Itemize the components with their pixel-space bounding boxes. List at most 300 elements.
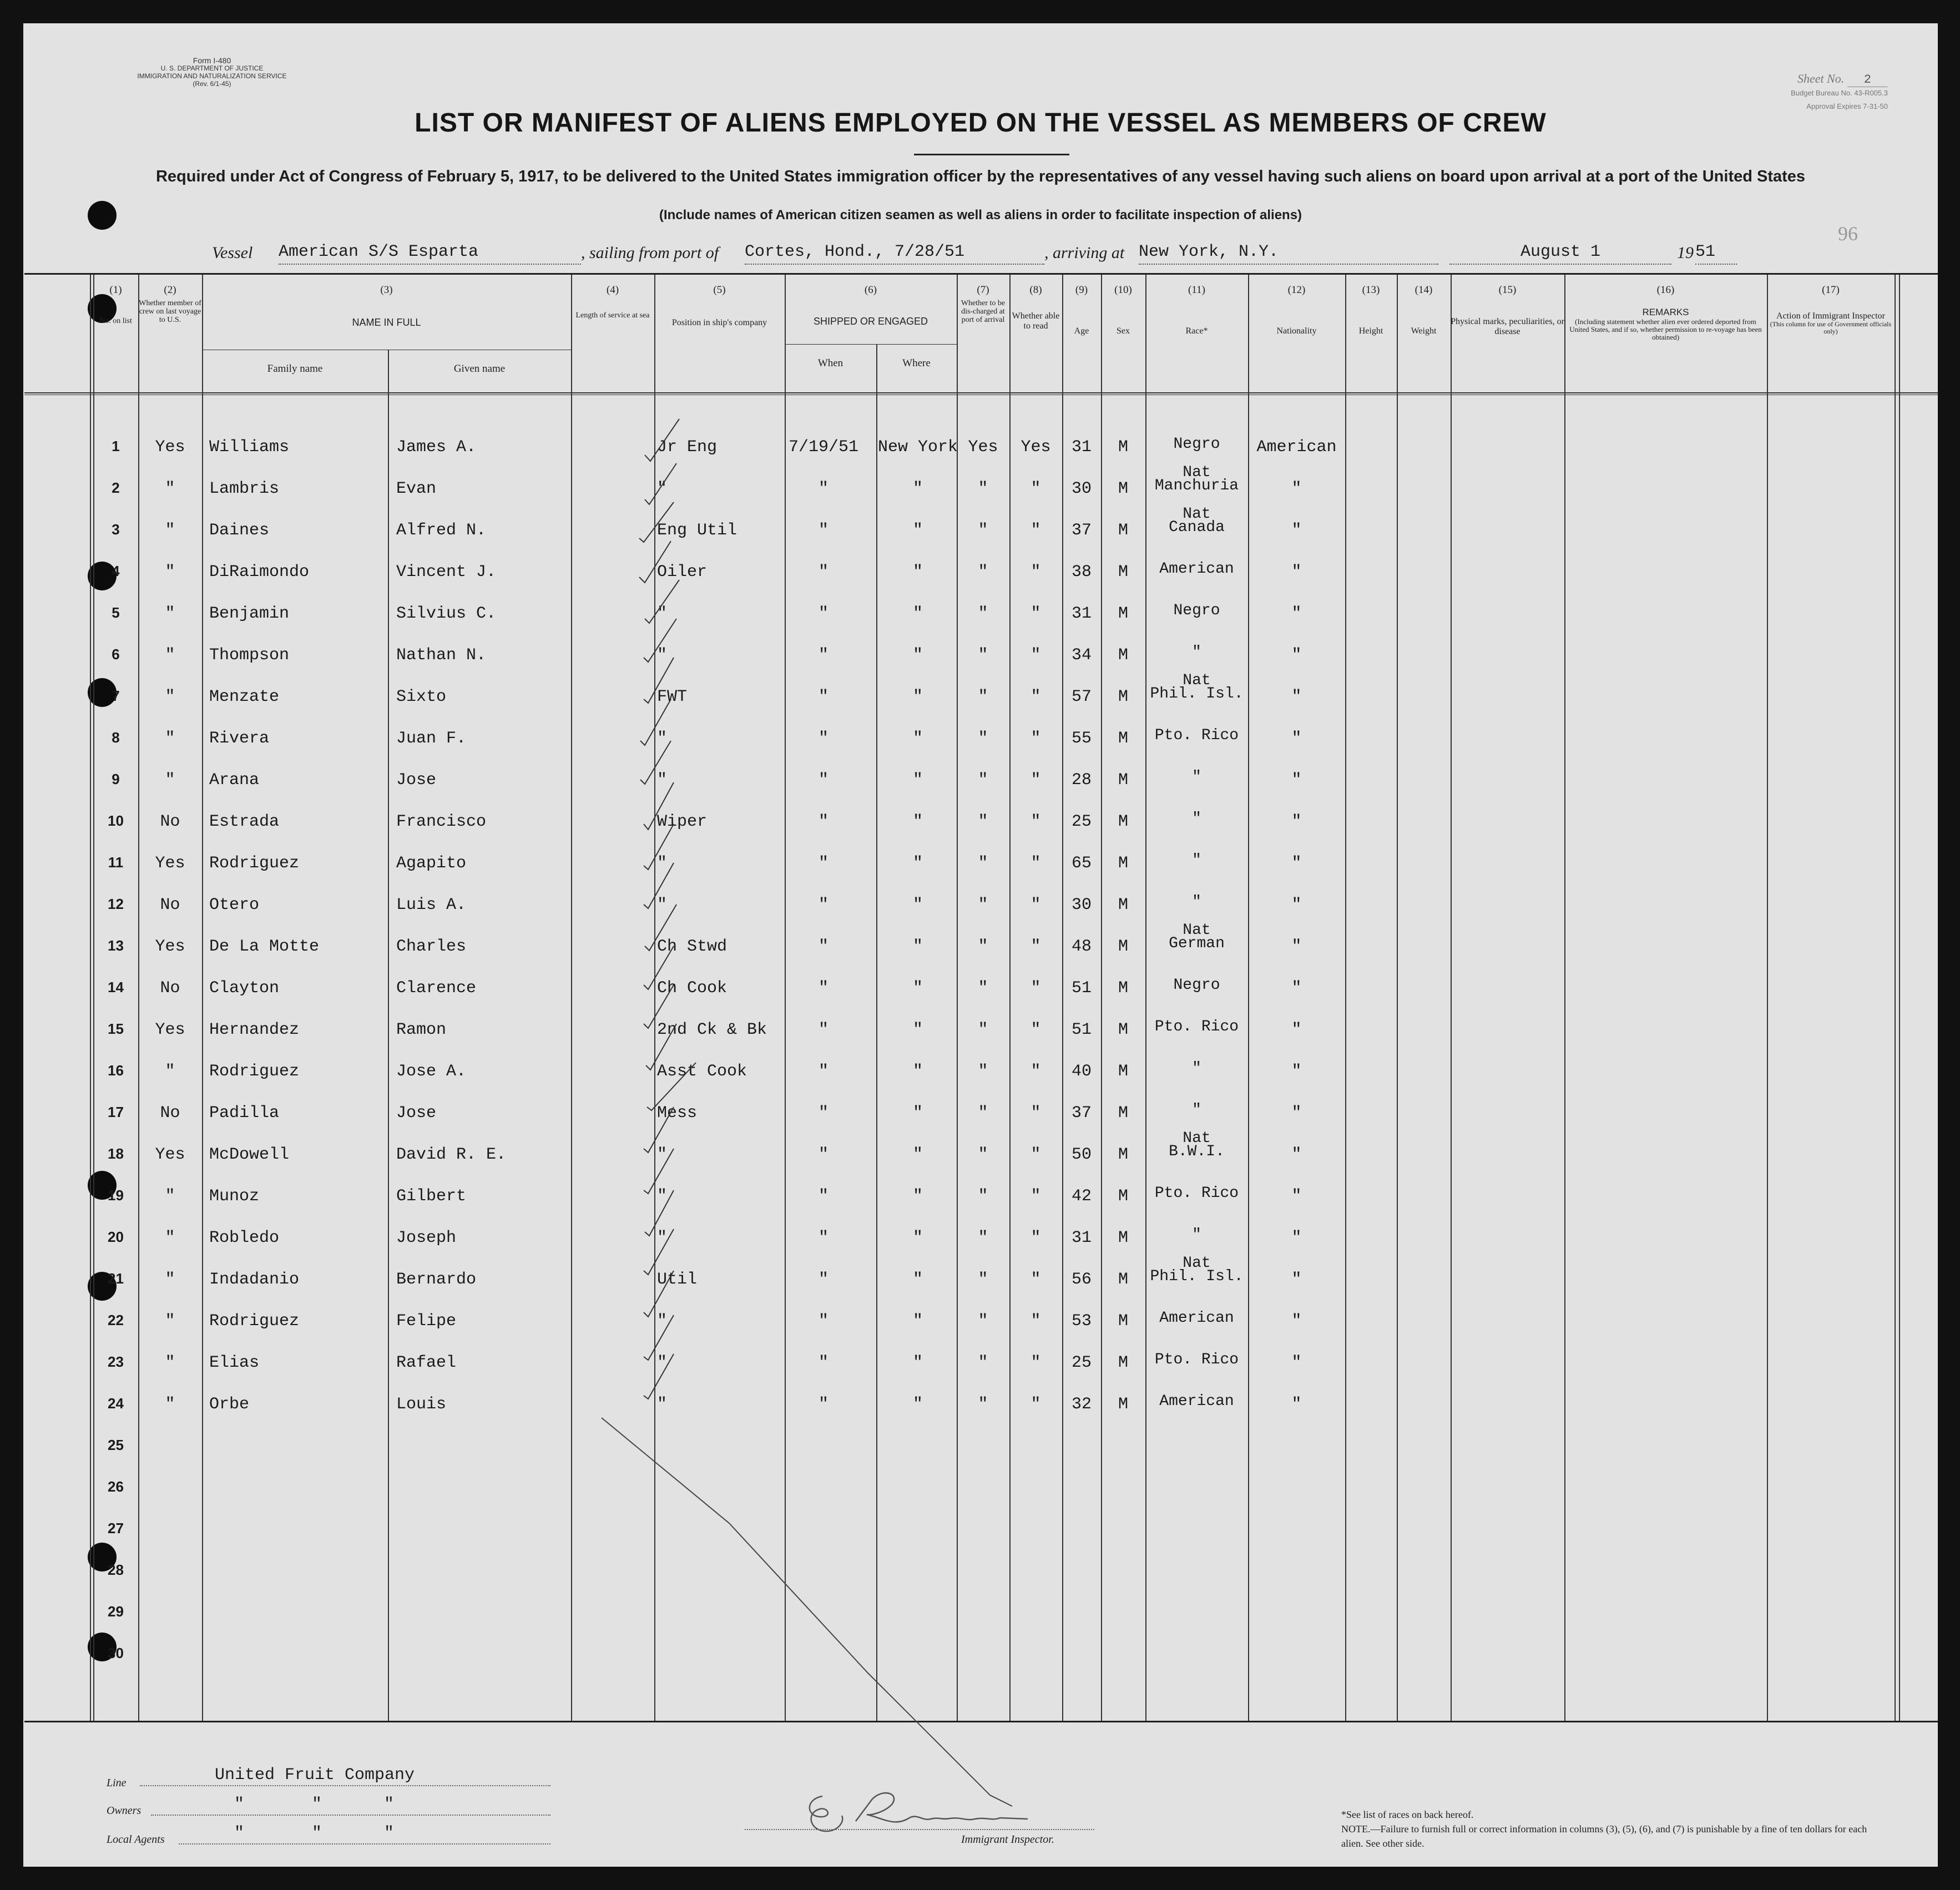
race [1145, 604, 1248, 618]
family-name: Lambris [209, 479, 280, 498]
row-number: 3 [112, 521, 120, 538]
col-17-header: Action of Immigrant Inspector [1776, 311, 1885, 321]
race [1145, 1226, 1248, 1244]
shipped-when: " [818, 604, 829, 623]
sex: M [1118, 646, 1128, 665]
agents-ditto-2: " [312, 1824, 322, 1843]
manifest-document [23, 23, 1938, 1867]
nationality: " [1291, 688, 1302, 706]
family-name: Elias [209, 1353, 260, 1372]
discharged: " [978, 1270, 988, 1289]
race-value: Pto. Rico [1154, 1185, 1239, 1202]
age: 48 [1071, 937, 1092, 956]
shipped-where: " [912, 604, 923, 623]
race-prefix: Nat [1183, 1255, 1211, 1272]
page-mark: 96 [1838, 223, 1858, 245]
position: " [657, 854, 668, 873]
discharged: " [978, 1062, 988, 1081]
shipped-where: " [912, 1353, 923, 1372]
col-2-header: Whether member of crew on last voyage to U.S. [139, 299, 201, 324]
nationality: " [1291, 479, 1302, 498]
family-name: Rodriguez [209, 1312, 300, 1331]
discharged: " [978, 1104, 988, 1123]
family-name: Otero [209, 896, 260, 914]
position: Wiper [657, 812, 708, 831]
age: 51 [1071, 979, 1092, 998]
shipped-where: " [912, 1020, 923, 1039]
shipped-when: " [818, 563, 829, 582]
family-name: Hernandez [209, 1020, 300, 1039]
col-11-num: (11) [1188, 284, 1205, 296]
race-value: " [1192, 1226, 1201, 1244]
position: Oiler [657, 563, 708, 582]
shipped-where: " [912, 729, 923, 748]
shipped-when: " [818, 896, 829, 914]
able-to-read: " [1030, 1104, 1041, 1123]
nationality: " [1291, 896, 1302, 914]
col-3-header: NAME IN FULL [352, 317, 421, 328]
col-16-num: (16) [1656, 284, 1675, 296]
race [1145, 1020, 1248, 1034]
shipped-where: " [912, 1229, 923, 1247]
race-note: *See list of races on back hereof. [1341, 1809, 1474, 1820]
family-name: Daines [209, 521, 270, 540]
col-10-num: (10) [1114, 284, 1132, 296]
line-label: Line [107, 1777, 127, 1789]
race-value: " [1192, 644, 1201, 661]
col-7-num: (7) [977, 284, 989, 296]
sex: M [1118, 1145, 1128, 1164]
prior-voyage: " [165, 771, 175, 790]
age: 37 [1071, 1104, 1092, 1123]
position: Ch Cook [657, 979, 728, 998]
able-to-read: " [1030, 979, 1041, 998]
shipped-when: " [818, 1020, 829, 1039]
col-14-num: (14) [1415, 284, 1433, 296]
race [1145, 438, 1248, 451]
nationality: " [1291, 604, 1302, 623]
discharged: " [978, 979, 988, 998]
col-13-num: (13) [1362, 284, 1380, 296]
given-name: David R. E. [396, 1145, 507, 1164]
given-name: Jose A. [396, 1062, 467, 1081]
family-name: Rodriguez [209, 1062, 300, 1081]
discharged: " [978, 1395, 988, 1414]
race-prefix: Nat [1183, 506, 1211, 523]
row-number: 13 [108, 937, 124, 954]
agents-ditto-1: " [234, 1824, 245, 1843]
col-17-num: (17) [1822, 284, 1840, 296]
discharged: " [978, 688, 988, 706]
row-number: 20 [108, 1229, 124, 1245]
able-to-read: " [1030, 1353, 1041, 1372]
race [1145, 1312, 1248, 1325]
position: " [657, 1187, 668, 1206]
given-name: Rafael [396, 1353, 457, 1372]
nationality: " [1291, 1353, 1302, 1372]
prior-voyage: " [165, 729, 175, 748]
row-number: 18 [108, 1145, 124, 1162]
race-value: " [1192, 769, 1201, 786]
sex: M [1118, 1353, 1128, 1372]
sex: M [1118, 1187, 1128, 1206]
age: 34 [1071, 646, 1092, 665]
prior-voyage: Yes [155, 1020, 185, 1039]
col-6-num: (6) [864, 284, 877, 296]
form-identifier [101, 57, 323, 88]
race-value: Canada [1169, 519, 1225, 536]
sex: M [1118, 521, 1128, 540]
row-number: 10 [108, 812, 124, 829]
prior-voyage: No [160, 896, 180, 914]
nationality: " [1291, 1104, 1302, 1123]
race-value: Manchuria [1154, 477, 1239, 494]
prior-voyage: " [165, 688, 175, 706]
shipped-when: " [818, 479, 829, 498]
row-number: 28 [108, 1561, 124, 1578]
footer-notes [1341, 1807, 1885, 1851]
discharged: " [978, 479, 988, 498]
nationality: " [1291, 521, 1302, 540]
title-underline [914, 154, 1069, 155]
given-name: Louis [396, 1395, 447, 1414]
discharged: Yes [968, 438, 998, 457]
family-name: Clayton [209, 979, 280, 998]
discharged: " [978, 1020, 988, 1039]
shipped-where: " [912, 1187, 923, 1206]
row-number: 29 [108, 1603, 124, 1620]
nationality: " [1291, 1229, 1302, 1247]
race [1145, 1187, 1248, 1200]
sailing-port: Cortes, Hond., 7/28/51 [745, 242, 1044, 265]
race [1145, 674, 1248, 701]
nationality: " [1291, 979, 1302, 998]
age: 30 [1071, 479, 1092, 498]
prior-voyage: Yes [155, 937, 185, 956]
shipped-where: " [912, 812, 923, 831]
position: 2nd Ck & Bk [657, 1020, 767, 1039]
agents-ditto-3: " [384, 1824, 395, 1843]
given-name: Bernardo [396, 1270, 477, 1289]
row-number: 5 [112, 604, 120, 621]
age: 28 [1071, 771, 1092, 790]
shipped-when: " [818, 1062, 829, 1081]
given-name: Agapito [396, 854, 467, 873]
able-to-read: " [1030, 1229, 1041, 1247]
owners-ditto-1: " [234, 1795, 245, 1814]
family-name: McDowell [209, 1145, 290, 1164]
col-7-header: Whether to be dis-charged at port of arrival [961, 299, 1006, 324]
approval-expires: Approval Expires 7-31-50 [1806, 102, 1888, 110]
col-8-header: Whether able to read [1012, 311, 1060, 331]
able-to-read: " [1030, 771, 1041, 790]
sex: M [1118, 1270, 1128, 1289]
row-number: 15 [108, 1020, 124, 1037]
prior-voyage: Yes [155, 438, 185, 457]
given-name: Gilbert [396, 1187, 467, 1206]
prior-voyage: " [165, 521, 175, 540]
discharged: " [978, 896, 988, 914]
budget-bureau: Budget Bureau No. 43-R005.3 [1791, 89, 1888, 97]
given-name: Felipe [396, 1312, 457, 1331]
given-name: Francisco [396, 812, 487, 831]
age: 57 [1071, 688, 1092, 706]
discharged: " [978, 729, 988, 748]
col-16-note: (Including statement whether alien ever ordered deported from United States, and if so, whether permission to re-voyage has been obtained) [1569, 317, 1762, 341]
given-name: Vincent J. [396, 563, 497, 582]
arriving-port: New York, N.Y. [1139, 242, 1438, 265]
race-value: Pto. Rico [1154, 1018, 1239, 1035]
prior-voyage: Yes [155, 854, 185, 873]
able-to-read: " [1030, 479, 1041, 498]
shipped-when: " [818, 1187, 829, 1206]
prior-voyage: " [165, 604, 175, 623]
given-name: Joseph [396, 1229, 457, 1247]
family-name: De La Motte [209, 937, 320, 956]
shipped-when: " [818, 1312, 829, 1331]
race-prefix: Nat [1183, 672, 1211, 689]
race [1145, 854, 1248, 867]
race [1145, 771, 1248, 784]
sex: M [1118, 1395, 1128, 1414]
race [1145, 812, 1248, 826]
crew-table [24, 273, 1938, 1722]
able-to-read: " [1030, 646, 1041, 665]
race-value: " [1192, 810, 1201, 827]
when-header: When [817, 357, 843, 369]
discharged: " [978, 854, 988, 873]
shipped-where: " [912, 563, 923, 582]
position: " [657, 479, 668, 498]
able-to-read: " [1030, 604, 1041, 623]
race-value: American [1159, 1393, 1234, 1410]
age: 25 [1071, 1353, 1092, 1372]
prior-voyage: " [165, 1229, 175, 1247]
shipped-when: " [818, 1145, 829, 1164]
sex: M [1118, 979, 1128, 998]
race-value: " [1192, 1101, 1201, 1119]
family-name: Williams [209, 438, 290, 457]
discharged: " [978, 1312, 988, 1331]
race [1145, 646, 1248, 659]
prior-voyage: " [165, 1270, 175, 1289]
race-value: Phil. Isl. [1150, 685, 1244, 703]
discharged: " [978, 521, 988, 540]
discharged: " [978, 1353, 988, 1372]
owners-ditto-2: " [312, 1795, 322, 1814]
discharged: " [978, 1145, 988, 1164]
sex: M [1118, 438, 1128, 457]
col-13-header: Height [1358, 326, 1383, 336]
shipped-when: 7/19/51 [788, 438, 859, 457]
row-number: 19 [108, 1187, 124, 1204]
able-to-read: " [1030, 1395, 1041, 1414]
race-prefix: Nat [1183, 464, 1211, 481]
form-department: U. S. DEPARTMENT OF JUSTICE [160, 64, 264, 72]
given-name: Charles [396, 937, 467, 956]
col-4-header: Length of service at sea [575, 311, 650, 320]
row-number: 26 [108, 1478, 124, 1495]
age: 51 [1071, 1020, 1092, 1039]
sex: M [1118, 1020, 1128, 1039]
prior-voyage: " [165, 1312, 175, 1331]
check-marks [602, 386, 768, 1551]
shipped-where: " [912, 1062, 923, 1081]
row-number: 24 [108, 1395, 124, 1412]
family-name-header: Family name [267, 363, 323, 375]
position: " [657, 1395, 668, 1414]
inspector-signature [789, 1766, 1078, 1843]
able-to-read: " [1030, 937, 1041, 956]
race-value: B.W.I. [1169, 1143, 1225, 1160]
inspector-label: Immigrant Inspector. [961, 1833, 1054, 1846]
able-to-read: " [1030, 1062, 1041, 1081]
family-name: Arana [209, 771, 260, 790]
row-number: 6 [112, 646, 120, 663]
family-name: Indadanio [209, 1270, 300, 1289]
race-prefix: Nat [1183, 1130, 1211, 1147]
position: Ch Stwd [657, 937, 728, 956]
family-name: Thompson [209, 646, 290, 665]
able-to-read: " [1030, 563, 1041, 582]
arriving-label: , arriving at [1044, 244, 1125, 262]
col-3-num: (3) [380, 284, 393, 296]
row-number: 1 [112, 438, 120, 454]
row-number: 16 [108, 1062, 124, 1079]
col-15-num: (15) [1498, 284, 1517, 296]
position: " [657, 1229, 668, 1247]
able-to-read: Yes [1021, 438, 1051, 457]
discharged: " [978, 937, 988, 956]
position: " [657, 1145, 668, 1164]
nationality: " [1291, 812, 1302, 831]
position: " [657, 1353, 668, 1372]
family-name: Robledo [209, 1229, 280, 1247]
prior-voyage: " [165, 479, 175, 498]
row-number: 8 [112, 729, 120, 746]
position: Eng Util [657, 521, 737, 540]
line-value: United Fruit Company [215, 1766, 415, 1785]
nationality: " [1291, 1020, 1302, 1039]
age: 65 [1071, 854, 1092, 873]
shipped-where: " [912, 854, 923, 873]
race [1145, 560, 1248, 578]
able-to-read: " [1030, 1020, 1041, 1039]
document-subtitle: Required under Act of Congress of February 5, 1917, to be delivered to the United States immigration officer by the representatives of any vessel having such aliens on board upon arrival at a port of the United States [155, 168, 1806, 185]
year-prefix: 19 [1677, 244, 1694, 262]
year-suffix: 51 [1695, 242, 1737, 265]
given-name: James A. [396, 438, 477, 457]
position: " [657, 646, 668, 665]
shipped-where: " [912, 688, 923, 706]
nationality: " [1291, 646, 1302, 665]
age: 42 [1071, 1187, 1092, 1206]
family-name: Rodriguez [209, 854, 300, 873]
shipped-where: " [912, 1104, 923, 1123]
shipped-where: " [912, 1270, 923, 1289]
age: 31 [1071, 1229, 1092, 1247]
able-to-read: " [1030, 1270, 1041, 1289]
row-number: 9 [112, 771, 120, 787]
sex: M [1118, 1229, 1128, 1247]
sex: M [1118, 1062, 1128, 1081]
race-value: American [1159, 560, 1234, 578]
shipped-when: " [818, 1353, 829, 1372]
row-number: 11 [108, 854, 124, 871]
race-value: " [1192, 852, 1201, 869]
given-name: Juan F. [396, 729, 467, 748]
sex: M [1118, 854, 1128, 873]
document-title: LIST OR MANIFEST OF ALIENS EMPLOYED ON THE VESSEL AS MEMBERS OF CREW [415, 108, 1547, 138]
position: " [657, 896, 668, 914]
age: 31 [1071, 438, 1092, 457]
sex: M [1118, 896, 1128, 914]
col-5-num: (5) [713, 284, 726, 296]
race [1145, 979, 1248, 992]
tick-marks-group [639, 419, 696, 1399]
discharged: " [978, 1187, 988, 1206]
nationality: American [1256, 438, 1337, 457]
age: 25 [1071, 812, 1092, 831]
race-value: Negro [1173, 602, 1220, 619]
race-value: American [1159, 1310, 1234, 1327]
age: 53 [1071, 1312, 1092, 1331]
sex: M [1118, 771, 1128, 790]
race [1145, 1353, 1248, 1367]
shipped-when: " [818, 646, 829, 665]
shipped-when: " [818, 729, 829, 748]
shipped-when: " [818, 854, 829, 873]
age: 50 [1071, 1145, 1092, 1164]
family-name: Rivera [209, 729, 270, 748]
nationality: " [1291, 1062, 1302, 1081]
nationality: " [1291, 937, 1302, 956]
given-name: Sixto [396, 688, 447, 706]
col-1-num: (1) [109, 284, 122, 296]
nationality: " [1291, 1312, 1302, 1331]
col-9-header: Age [1074, 326, 1089, 336]
position: FWT [657, 688, 688, 706]
given-name: Silvius C. [396, 604, 497, 623]
sex: M [1118, 937, 1128, 956]
sailing-label: , sailing from port of [581, 244, 719, 262]
age: 32 [1071, 1395, 1092, 1414]
able-to-read: " [1030, 729, 1041, 748]
penalty-note: NOTE.—Failure to furnish full or correct information in columns (3), (5), (6), and (7) is punishable by a fine of ten dollars for each alien. See other side. [1341, 1823, 1867, 1849]
prior-voyage: " [165, 1395, 175, 1414]
race [1145, 1395, 1248, 1408]
race-value: Negro [1173, 436, 1220, 453]
shipped-when: " [818, 979, 829, 998]
position: Jr Eng [657, 438, 718, 457]
race [1145, 466, 1248, 493]
shipped-when: " [818, 521, 829, 540]
col-9-num: (9) [1075, 284, 1088, 296]
discharged: " [978, 771, 988, 790]
col-8-num: (8) [1029, 284, 1042, 296]
race-value: " [1192, 1060, 1201, 1077]
position: Asst Cook [657, 1062, 747, 1081]
include-note: (Include names of American citizen seamen as well as aliens in order to facilitate inspection of aliens) [659, 208, 1302, 223]
given-name: Alfred N. [396, 521, 487, 540]
able-to-read: " [1030, 1312, 1041, 1331]
col-6-header: SHIPPED OR ENGAGED [813, 316, 928, 327]
shipped-where: " [912, 646, 923, 665]
prior-voyage: " [165, 563, 175, 582]
shipped-when: " [818, 812, 829, 831]
sheet-number: 2 [1847, 73, 1888, 87]
shipped-where: New York [877, 438, 958, 457]
